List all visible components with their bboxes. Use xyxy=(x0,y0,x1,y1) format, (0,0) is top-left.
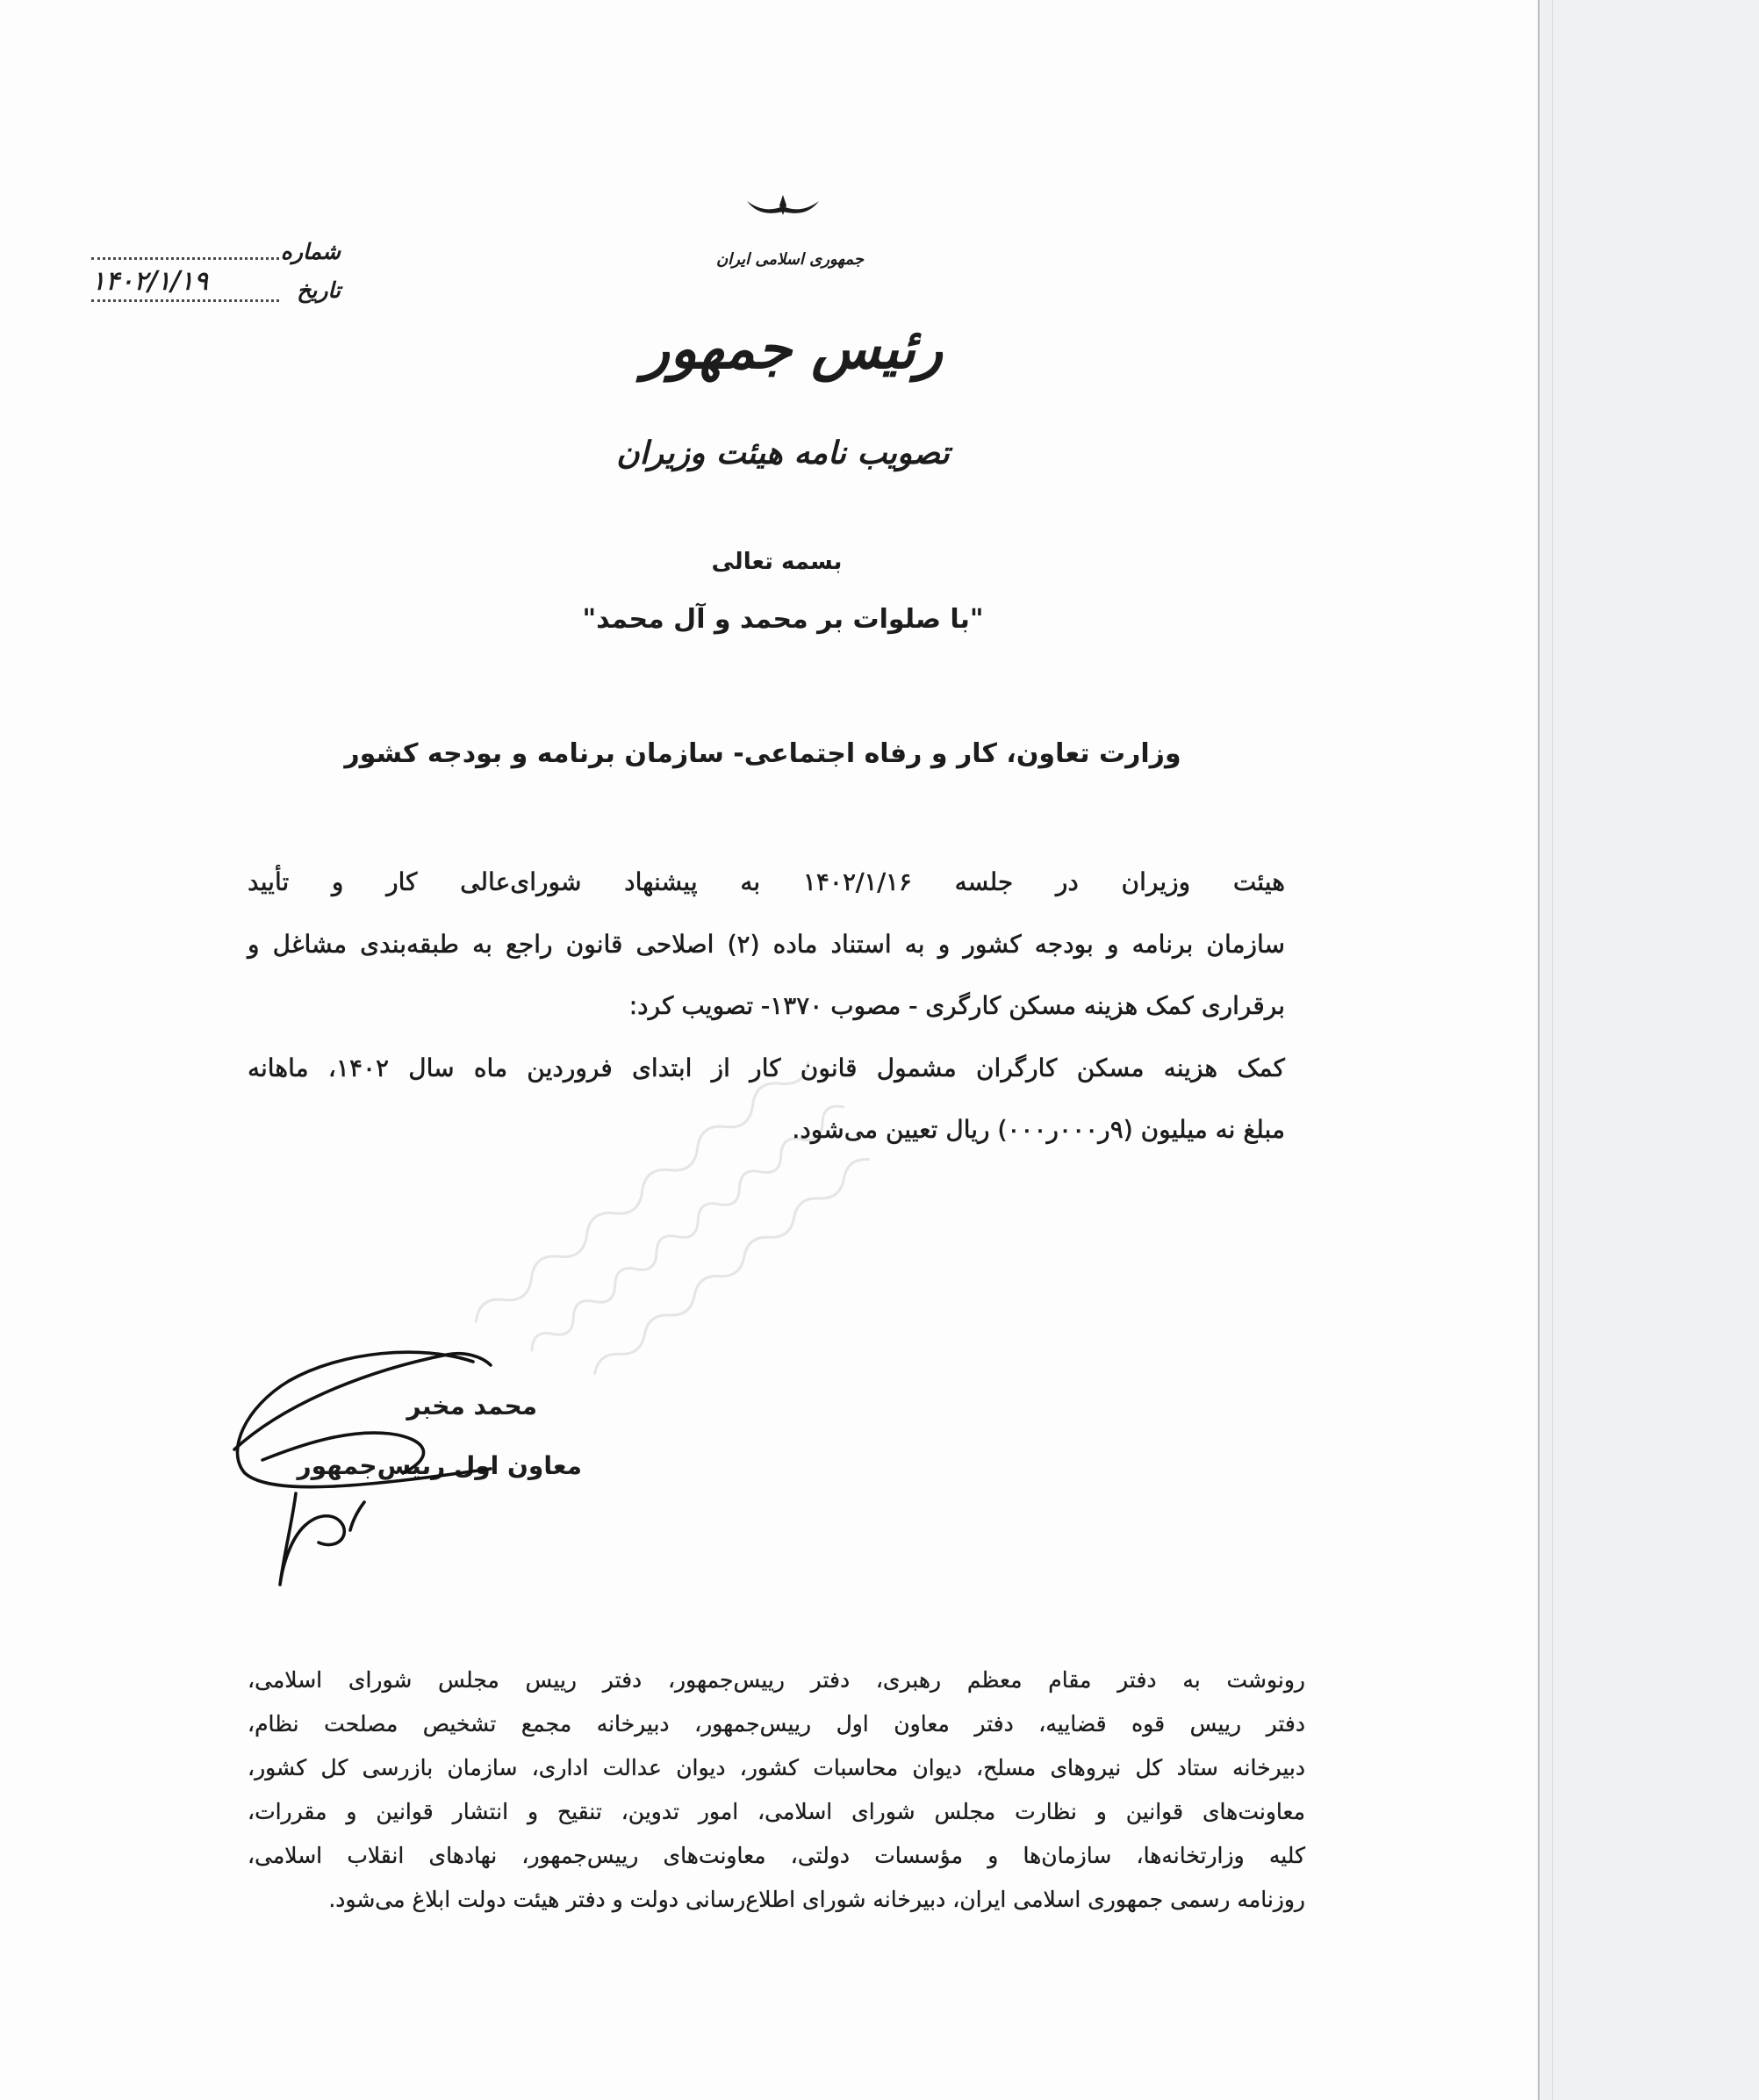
country-name: جمهوری اسلامی ایران xyxy=(715,250,865,269)
office-title: رئیس جمهور xyxy=(643,317,943,382)
number-label: شماره xyxy=(280,239,341,264)
signature-drawing xyxy=(227,1346,517,1609)
body-line: برقراری کمک هزینه مسکن کارگری - مصوب ۱۳۷۰- تصویب کرد: xyxy=(628,991,1285,1021)
body-text xyxy=(248,852,1285,1161)
body-line: کمک هزینه مسکن کارگران مشمول قانون کار از ابتدای فروردین ماه سال ۱۴۰۲، ماهانه xyxy=(248,1053,1285,1082)
cc-line: کلیه وزارتخانه‌ها، سازمان‌ها و مؤسسات دولتی، معاونت‌های رییس‌جمهور، نهادهای انقلاب اسلامی، xyxy=(248,1843,1305,1868)
reference-block xyxy=(91,230,341,307)
cc-line: دبیرخانه ستاد کل نیروهای مسلح، دیوان محاسبات کشور، دیوان عدالت اداری، سازمان بازرسی کل کشور، xyxy=(248,1755,1305,1780)
document-type: تصویب نامه هیئت وزیران xyxy=(616,435,950,471)
salutation: "با صلوات بر محمد و آل محمد" xyxy=(582,604,984,635)
date-field xyxy=(91,264,279,302)
addressee: وزارت تعاون، کار و رفاه اجتماعی- سازمان برنامه و بودجه کشور xyxy=(344,738,1181,769)
number-row xyxy=(91,230,341,269)
signatory-title: معاون اول رییس‌جمهور xyxy=(297,1451,582,1480)
emblem-icon xyxy=(743,193,822,221)
scan-margin xyxy=(1552,0,1553,2100)
cc-line: دفتر رییس قوه قضاییه، دفتر معاون اول رییس‌جمهور، دبیرخانه مجمع تشخیص مصلحت نظام، xyxy=(248,1711,1305,1737)
signatory-name: محمد مخبر xyxy=(406,1392,537,1420)
number-field xyxy=(91,257,279,260)
body-line: سازمان برنامه و بودجه کشور و به استناد ماده (۲) اصلاحی قانون راجع به طبقه‌بندی مشاغل و xyxy=(248,929,1285,959)
body-line: هیئت وزیران در جلسه ۱۴۰۲/۱/۱۶ به پیشنهاد شورای‌عالی کار و تأیید xyxy=(248,867,1285,896)
cc-list xyxy=(248,1658,1305,1922)
date-label: تاریخ xyxy=(297,277,341,303)
cc-line: معاونت‌های قوانین و نظارت مجلس شورای اسلامی، امور تدوین، تنقیح و انتشار قوانین و مقررات، xyxy=(248,1799,1305,1824)
invocation: بسمه تعالی xyxy=(711,549,843,575)
cc-line: رونوشت به دفتر مقام معظم رهبری، دفتر رییس‌جمهور، دفتر رییس مجلس شورای اسلامی، xyxy=(248,1667,1305,1693)
date-value: ۱۴۰۲/۱/۱۹ xyxy=(91,266,209,297)
body-line: مبلغ نه میلیون (۹ر۰۰۰ر۰۰۰) ریال تعیین می‌شود. xyxy=(792,1115,1285,1145)
cc-line: روزنامه رسمی جمهوری اسلامی ایران، دبیرخانه شورای اطلاع‌رسانی دولت و دفتر هیئت دولت ابلاغ می‌شود. xyxy=(328,1887,1305,1912)
date-row xyxy=(91,266,341,307)
